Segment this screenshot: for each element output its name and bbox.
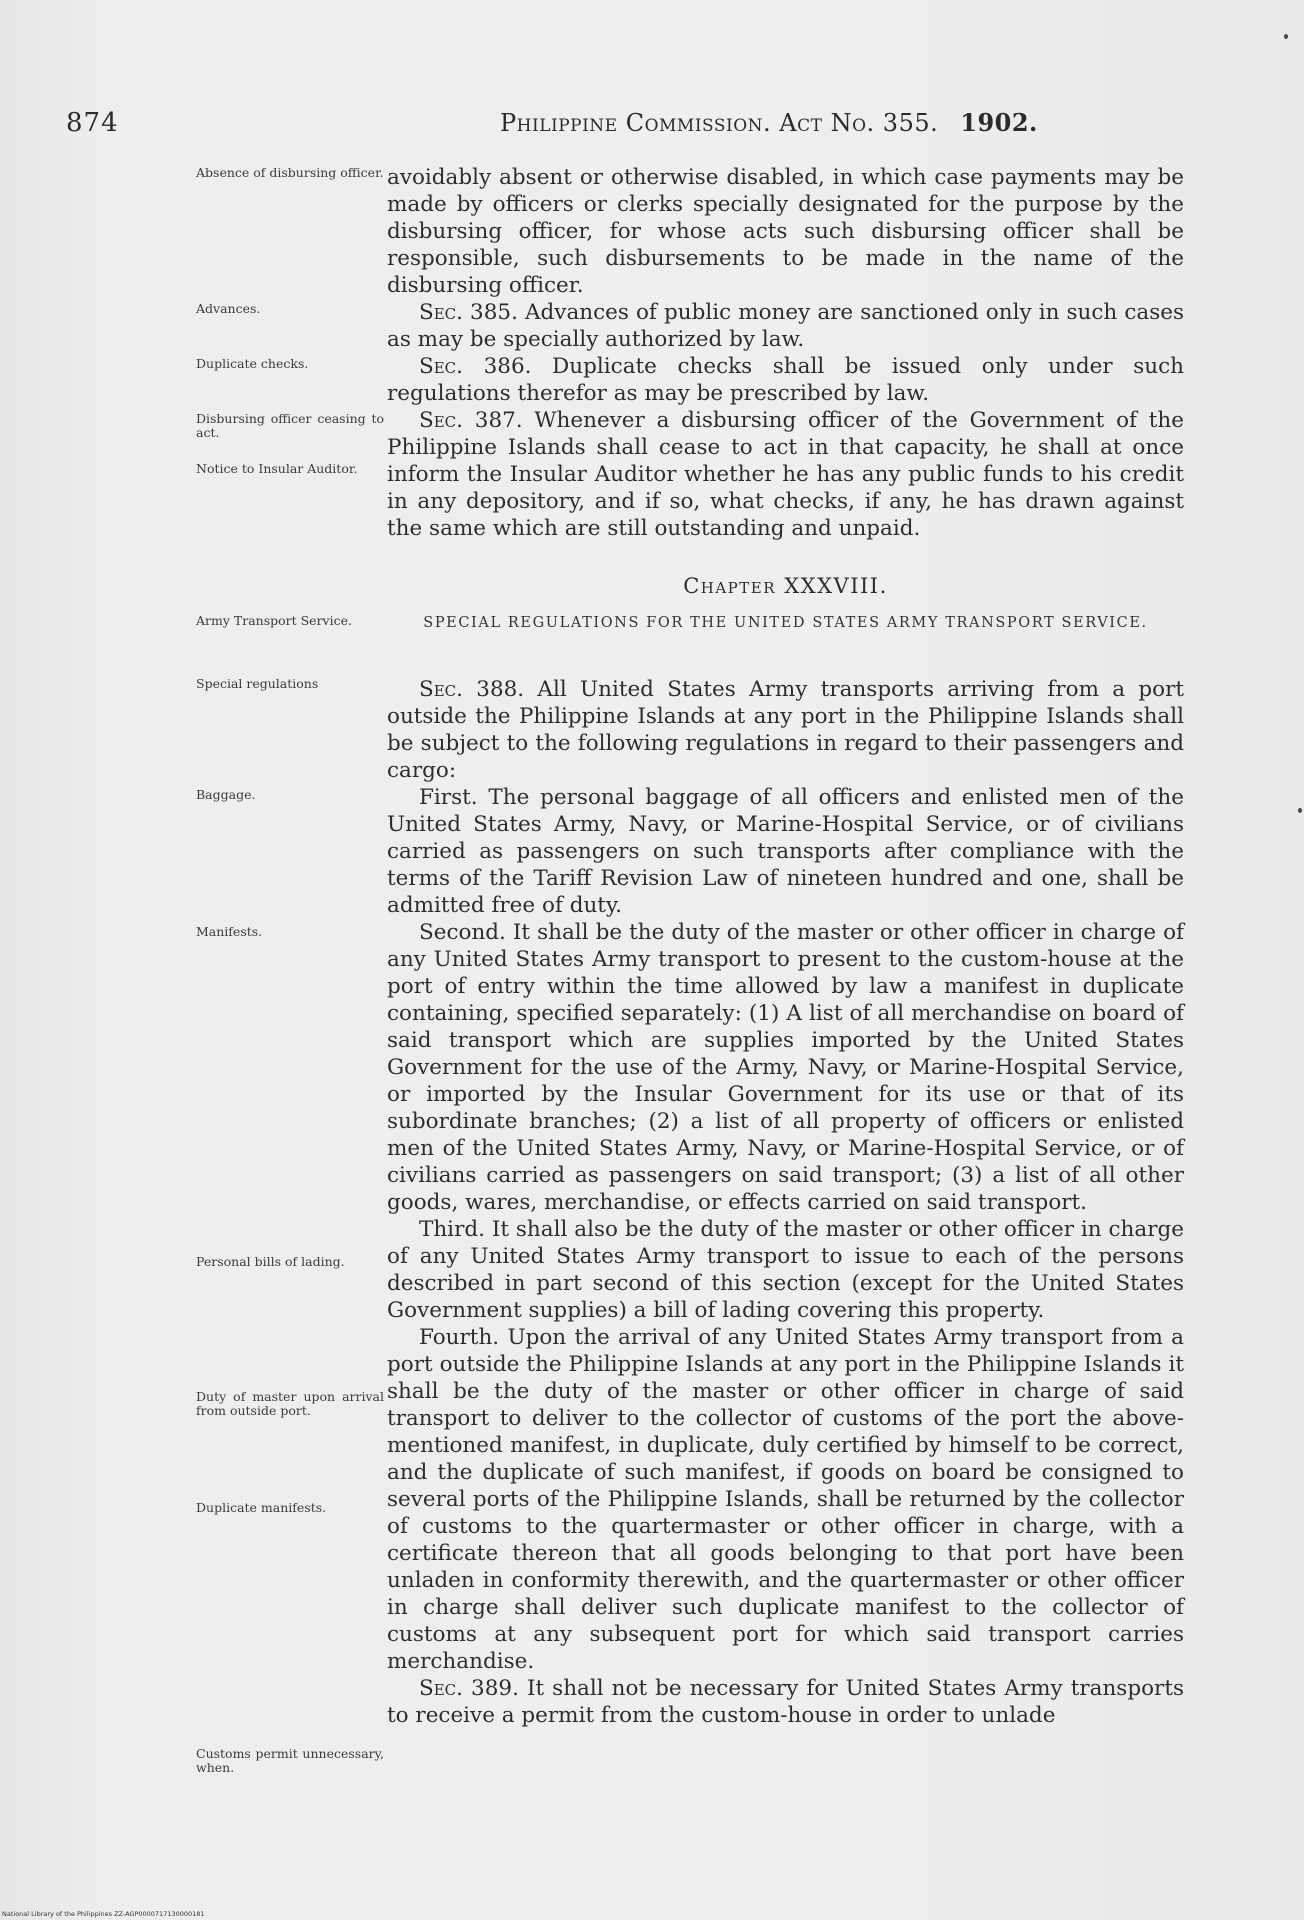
section-386-text: Duplicate checks shall be issued only under such regulations therefor as may be prescribed by law. <box>387 354 1184 406</box>
sidenote-advances: Advances. <box>196 301 261 316</box>
page-number: 874 <box>66 108 119 138</box>
paragraph-third: Third. It shall also be the duty of the master or other officer in charge of any United States Army transport to issue to each of the persons described in part second of this section (except for the United States Government supplies) a bill of lading covering this property. <box>387 1217 1184 1323</box>
paragraph-second: Second. It shall be the duty of the master or other officer in charge of any United States Army transport to present to the custom-house at the port of entry within the time allowed by law a manifest in duplicate containing, specified separately: (1) A list of all merchandise on board of said transport which are supplies imported by the United States Government for the use of the Army, Navy, or Marine-Hospital Service, or imported by the Insular Government for its use or that of its subordinate branches; (2) a list of all property of officers or enlisted men of the United States Army, Navy, or Marine-Hospital Service, or of civilians carried as passengers on said transport; (3) a list of all other goods, wares, merchandise, or effects carried on said transport. <box>387 920 1184 1215</box>
sidenote-absence: Absence of disbursing officer. <box>196 165 384 180</box>
chapter-subtitle: SPECIAL REGULATIONS FOR THE UNITED STATES ARMY TRANSPORT SERVICE. <box>423 615 1148 631</box>
sidenote-army-transport: Army Transport Service. <box>196 613 352 628</box>
sidenote-bills-of-lading: Personal bills of lading. <box>196 1254 345 1269</box>
section-388-label: Sec. 388. <box>419 677 525 702</box>
sidenote-duty-of-master: Duty of master upon arrival from outside port. <box>196 1389 384 1418</box>
section-388 <box>387 676 1184 784</box>
running-title: Philippine Commission. Act No. 355. <box>500 109 939 137</box>
section-387-label: Sec. 387. <box>419 408 523 433</box>
running-head <box>500 108 1038 137</box>
section-386 <box>387 353 1184 407</box>
sidenote-duplicate-checks: Duplicate checks. <box>196 356 309 371</box>
sidenote-duplicate-manifests: Duplicate manifests. <box>196 1500 327 1515</box>
section-385-label: Sec. 385. <box>419 300 518 325</box>
sidenote-customs-permit: Customs permit unnecessary, when. <box>196 1746 384 1775</box>
chapter-title: Chapter XXXVIII. <box>683 574 888 598</box>
section-385-text: Advances of public money are sanctioned only in such cases as may be specially authorized by law. <box>387 300 1184 352</box>
section-389-label: Sec. 389. <box>419 1676 519 1701</box>
section-389 <box>387 1675 1184 1729</box>
scan-speck <box>1298 808 1302 813</box>
text-block-bottom <box>387 676 1184 1729</box>
sidenote-manifests: Manifests. <box>196 924 263 939</box>
section-387 <box>387 407 1184 542</box>
section-389-text: It shall not be necessary for United States Army transports to receive a permit from the custom-house in order to unlade <box>387 1676 1184 1728</box>
section-388-text: All United States Army transports arriving from a port outside the Philippine Islands at any port in the Philippine Islands shall be subject to the following regulations in regard to their passengers and cargo: <box>387 677 1184 783</box>
running-year: 1902. <box>960 108 1038 137</box>
scan-credit: National Library of the Philippines ZZ-AGP0000717130000181 <box>2 1910 205 1918</box>
paragraph-fourth: Fourth. Upon the arrival of any United States Army transport from a port outside the Philippine Islands at any port in the Philippine Islands it shall be the duty of the master or other officer in charge of said transport to deliver to the collector of customs of the port the above-mentioned manifest, in duplicate, duly certified by himself to be correct, and the duplicate of such manifest, if goods on board be consigned to several ports of the Philippine Islands, shall be returned by the collector of customs to the quartermaster or other officer in charge, with a certificate thereon that all goods belonging to that port have been unladen in conformity therewith, and the quartermaster or other officer in charge shall deliver such duplicate manifest to the collector of customs at any subsequent port for which said transport carries merchandise. <box>387 1325 1184 1674</box>
paragraph-continuation: avoidably absent or otherwise disabled, in which case payments may be made by officers or clerks specially designated for the purpose by the disbursing officer, for whose acts such disbursing officer shall be responsible, such disbursements to be made in the name of the disbursing officer. <box>387 165 1184 298</box>
sidenote-special-regulations: Special regulations <box>196 676 319 691</box>
section-385 <box>387 299 1184 353</box>
sidenote-baggage: Baggage. <box>196 787 256 802</box>
sidenote-disbursing-officer: Disbursing officer ceasing to act. <box>196 411 384 440</box>
scan-speck <box>1284 34 1288 39</box>
paragraph-first: First. The personal baggage of all officers and enlisted men of the United States Army, Navy, or Marine-Hospital Service, or of civilians carried as passengers on such transports after compliance with the terms of the Tariff Revision Law of nineteen hundred and one, shall be admitted free of duty. <box>387 785 1184 918</box>
section-387-text: Whenever a disbursing officer of the Government of the Philippine Islands shall cease to act in that capacity, he shall at once inform the Insular Auditor whether he has any public funds to his credit in any depository, and if so, what checks, if any, he has drawn against the same which are still outstanding and unpaid. <box>387 408 1184 541</box>
section-386-label: Sec. 386. <box>419 354 532 379</box>
sidenote-notice-auditor: Notice to Insular Auditor. <box>196 461 358 476</box>
text-block-top <box>387 164 1184 542</box>
